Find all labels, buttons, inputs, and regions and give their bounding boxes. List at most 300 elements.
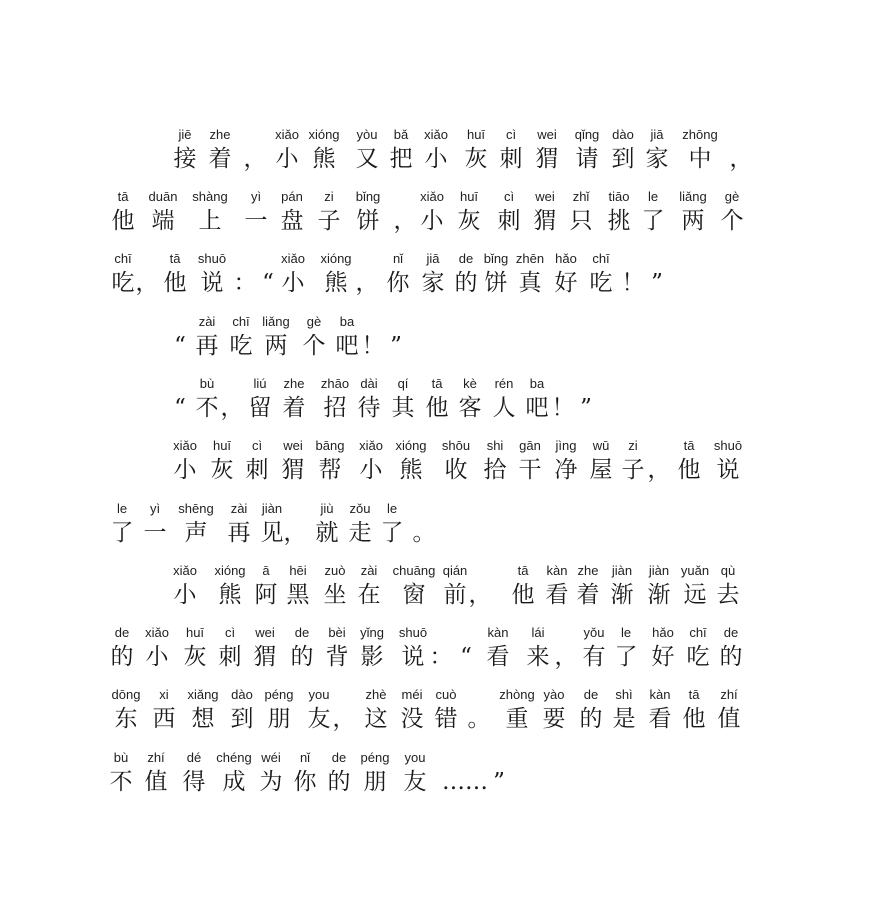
pinyin: chī — [689, 625, 707, 640]
hanzi: 没 — [400, 706, 424, 732]
hanzi: 错 — [434, 706, 458, 732]
pinyin: de — [583, 687, 599, 702]
hanzi: 帮 — [318, 457, 342, 483]
pinyin: xióng — [395, 438, 427, 453]
hanzi: 他 — [511, 582, 535, 608]
hanzi: 在 — [357, 582, 381, 608]
hanzi: 刺 — [218, 644, 242, 670]
text-line — [0, 625, 895, 685]
pinyin: gān — [519, 438, 541, 453]
pinyin: qí — [397, 376, 409, 391]
pinyin: liú — [253, 376, 267, 391]
hanzi: 有 — [582, 644, 606, 670]
pinyin: bǐng — [483, 251, 509, 266]
hanzi: 他 — [111, 208, 135, 234]
hanzi: 着 — [208, 146, 232, 172]
hanzi: 又 — [355, 146, 379, 172]
pinyin: xiǎo — [424, 127, 448, 142]
hanzi: 人 — [492, 395, 516, 421]
pinyin: hēi — [289, 563, 307, 578]
punctuation: “ — [262, 270, 274, 296]
hanzi: 不 — [109, 769, 133, 795]
punctuation: ， — [554, 644, 578, 670]
hanzi: 小 — [275, 146, 299, 172]
pinyin: jiàn — [648, 563, 670, 578]
pinyin: zhe — [209, 127, 231, 142]
punctuation: ！ — [621, 270, 645, 296]
pinyin: kè — [463, 376, 477, 391]
pinyin: dōng — [111, 687, 141, 702]
pinyin: chéng — [216, 750, 252, 765]
punctuation: ” — [580, 395, 592, 421]
hanzi: 干 — [518, 457, 542, 483]
pinyin: qián — [442, 563, 468, 578]
hanzi: 好 — [651, 644, 675, 670]
pinyin: shuō — [197, 251, 227, 266]
pinyin: de — [723, 625, 739, 640]
pinyin: gè — [724, 189, 740, 204]
hanzi: 阿 — [254, 582, 278, 608]
pinyin: péng — [360, 750, 390, 765]
hanzi: 一 — [143, 520, 167, 546]
pinyin: wei — [535, 189, 555, 204]
hanzi: 成 — [222, 769, 246, 795]
hanzi: 熊 — [324, 270, 348, 296]
pinyin: zi — [628, 438, 638, 453]
hanzi: 是 — [612, 706, 636, 732]
hanzi: 刺 — [245, 457, 269, 483]
pinyin: wei — [537, 127, 557, 142]
hanzi: 挑 — [607, 208, 631, 234]
hanzi: 小 — [359, 457, 383, 483]
hanzi: 的 — [110, 644, 134, 670]
hanzi: 吃 — [111, 270, 135, 296]
text-line — [0, 127, 895, 187]
hanzi: 拾 — [483, 457, 507, 483]
hanzi: 子 — [317, 208, 341, 234]
hanzi: 的 — [579, 706, 603, 732]
pinyin: zhǐ — [572, 189, 590, 204]
pinyin: dào — [231, 687, 253, 702]
pinyin: le — [620, 625, 632, 640]
hanzi: 影 — [360, 644, 384, 670]
pinyin: dài — [360, 376, 378, 391]
hanzi: 再 — [195, 333, 219, 359]
pinyin: nǐ — [392, 251, 404, 266]
hanzi: 值 — [144, 769, 168, 795]
hanzi: 坐 — [323, 582, 347, 608]
hanzi: 一 — [244, 208, 268, 234]
pinyin: chuāng — [392, 563, 436, 578]
pinyin: cì — [505, 127, 517, 142]
pinyin: zǒu — [349, 501, 371, 516]
pinyin: zhe — [577, 563, 599, 578]
hanzi: 子 — [621, 457, 645, 483]
punctuation: 。 — [467, 706, 491, 732]
hanzi: 的 — [290, 644, 314, 670]
pinyin: lái — [531, 625, 545, 640]
pinyin: xiǎng — [187, 687, 219, 702]
hanzi: 刺 — [497, 208, 521, 234]
pinyin: cì — [224, 625, 236, 640]
hanzi: 小 — [145, 644, 169, 670]
pinyin: xiǎo — [281, 251, 305, 266]
hanzi: 他 — [682, 706, 706, 732]
pinyin: zhí — [147, 750, 165, 765]
pinyin: kàn — [487, 625, 509, 640]
hanzi: 刺 — [499, 146, 523, 172]
hanzi: 留 — [248, 395, 272, 421]
pinyin: kàn — [649, 687, 671, 702]
hanzi: 把 — [389, 146, 413, 172]
pinyin: wū — [592, 438, 610, 453]
hanzi: 为 — [259, 769, 283, 795]
hanzi: 熊 — [312, 146, 336, 172]
text-line — [0, 438, 895, 498]
hanzi: 说 — [716, 457, 740, 483]
hanzi: 吃 — [686, 644, 710, 670]
hanzi: 个 — [720, 208, 744, 234]
pinyin: yào — [543, 687, 565, 702]
hanzi: 友 — [307, 706, 331, 732]
hanzi: 客 — [458, 395, 482, 421]
pinyin: tā — [117, 189, 129, 204]
pinyin: hǎo — [652, 625, 674, 640]
hanzi: 窗 — [402, 582, 426, 608]
hanzi: 个 — [302, 333, 326, 359]
pinyin: huī — [466, 127, 486, 142]
pinyin: zhēn — [515, 251, 545, 266]
hanzi: 要 — [542, 706, 566, 732]
hanzi: 了 — [614, 644, 638, 670]
punctuation: ， — [332, 706, 356, 732]
text-line — [0, 376, 895, 436]
pinyin: huī — [459, 189, 479, 204]
hanzi: 值 — [717, 706, 741, 732]
pinyin: rén — [494, 376, 514, 391]
text-line — [0, 314, 895, 374]
hanzi: 家 — [421, 270, 445, 296]
hanzi: 黑 — [286, 582, 310, 608]
punctuation: ， — [468, 582, 492, 608]
punctuation: ” — [651, 270, 663, 296]
hanzi: 声 — [184, 520, 208, 546]
hanzi: 小 — [173, 582, 197, 608]
punctuation: ， — [220, 395, 244, 421]
hanzi: 西 — [152, 706, 176, 732]
hanzi: 到 — [230, 706, 254, 732]
hanzi: 你 — [293, 769, 317, 795]
pinyin: tā — [431, 376, 443, 391]
pinyin: zài — [360, 563, 378, 578]
pinyin: jiā — [426, 251, 440, 266]
pinyin: pán — [281, 189, 303, 204]
pinyin: shuō — [713, 438, 743, 453]
pinyin: xióng — [308, 127, 340, 142]
pinyin: bǎ — [393, 127, 409, 142]
pinyin: dào — [612, 127, 634, 142]
hanzi: 的 — [719, 644, 743, 670]
punctuation: ， — [729, 146, 753, 172]
pinyin: péng — [264, 687, 294, 702]
text-line — [0, 563, 895, 623]
pinyin: nǐ — [299, 750, 311, 765]
hanzi: 收 — [444, 457, 468, 483]
hanzi: 说 — [200, 270, 224, 296]
hanzi: 灰 — [457, 208, 481, 234]
pinyin: shēng — [178, 501, 214, 516]
hanzi: 接 — [173, 146, 197, 172]
pinyin: duān — [148, 189, 178, 204]
pinyin: xiǎo — [420, 189, 444, 204]
pinyin: shi — [486, 438, 504, 453]
hanzi: 小 — [173, 457, 197, 483]
punctuation: ： — [233, 270, 257, 296]
punctuation: ！ — [361, 333, 385, 359]
hanzi: 到 — [611, 146, 635, 172]
pinyin: jiē — [178, 127, 192, 142]
pinyin: le — [116, 501, 128, 516]
punctuation: …… — [442, 769, 488, 795]
hanzi: 待 — [357, 395, 381, 421]
hanzi: 渐 — [610, 582, 634, 608]
pinyin: xiǎo — [173, 438, 197, 453]
pinyin: ba — [529, 376, 545, 391]
hanzi: 净 — [554, 457, 578, 483]
hanzi: 上 — [198, 208, 222, 234]
hanzi: 渐 — [647, 582, 671, 608]
pinyin: de — [114, 625, 130, 640]
hanzi: 两 — [681, 208, 705, 234]
hanzi: 小 — [424, 146, 448, 172]
pinyin: xióng — [320, 251, 352, 266]
pinyin: zài — [230, 501, 248, 516]
pinyin: cì — [503, 189, 515, 204]
punctuation: ” — [493, 769, 505, 795]
pinyin: ba — [339, 314, 355, 329]
pinyin: wéi — [261, 750, 281, 765]
pinyin: zhòng — [499, 687, 535, 702]
punctuation: ， — [393, 208, 417, 234]
hanzi: 猬 — [281, 457, 305, 483]
hanzi: 只 — [569, 208, 593, 234]
pinyin: cì — [251, 438, 263, 453]
hanzi: 吃 — [229, 333, 253, 359]
pinyin: zhe — [283, 376, 305, 391]
hanzi: 吧 — [525, 395, 549, 421]
hanzi: 灰 — [183, 644, 207, 670]
hanzi: 其 — [391, 395, 415, 421]
pinyin: jìng — [555, 438, 577, 453]
pinyin: tiāo — [608, 189, 630, 204]
punctuation: ” — [390, 333, 402, 359]
pinyin: liǎng — [679, 189, 707, 204]
pinyin: xiǎo — [359, 438, 383, 453]
hanzi: 招 — [323, 395, 347, 421]
punctuation: ！ — [551, 395, 575, 421]
text-line — [0, 251, 895, 311]
hanzi: 东 — [114, 706, 138, 732]
hanzi: 看 — [486, 644, 510, 670]
text-line — [0, 501, 895, 561]
punctuation: ， — [243, 146, 267, 172]
pinyin: jiàn — [261, 501, 283, 516]
hanzi: 去 — [716, 582, 740, 608]
pinyin: bǐng — [355, 189, 381, 204]
pinyin: bù — [113, 750, 129, 765]
pinyin: tā — [688, 687, 700, 702]
pinyin: shuō — [398, 625, 428, 640]
pinyin: zhōng — [682, 127, 718, 142]
hanzi: 猬 — [533, 208, 557, 234]
text-line — [0, 189, 895, 249]
hanzi: 两 — [264, 333, 288, 359]
pinyin: tā — [683, 438, 695, 453]
punctuation: ， — [135, 270, 159, 296]
text-line — [0, 750, 895, 810]
hanzi: 他 — [677, 457, 701, 483]
hanzi: 端 — [151, 208, 175, 234]
hanzi: 了 — [641, 208, 665, 234]
hanzi: 朋 — [267, 706, 291, 732]
pinyin: zhāo — [320, 376, 350, 391]
pinyin: xiǎo — [275, 127, 299, 142]
pinyin: you — [404, 750, 426, 765]
pinyin: yì — [250, 189, 262, 204]
hanzi: 你 — [386, 270, 410, 296]
pinyin: yuǎn — [680, 563, 710, 578]
text-line — [0, 687, 895, 747]
hanzi: 吧 — [335, 333, 359, 359]
pinyin: xióng — [214, 563, 246, 578]
hanzi: 他 — [163, 270, 187, 296]
hanzi: 着 — [282, 395, 306, 421]
pinyin: de — [294, 625, 310, 640]
hanzi: 不 — [195, 395, 219, 421]
pinyin: hǎo — [555, 251, 577, 266]
hanzi: 小 — [420, 208, 444, 234]
pinyin: yǒu — [583, 625, 605, 640]
hanzi: 吃 — [589, 270, 613, 296]
punctuation: ， — [647, 457, 671, 483]
pinyin: shàng — [192, 189, 228, 204]
hanzi: 家 — [645, 146, 669, 172]
hanzi: 好 — [554, 270, 578, 296]
pinyin: gè — [306, 314, 322, 329]
pinyin: kàn — [546, 563, 568, 578]
punctuation: “ — [460, 644, 472, 670]
hanzi: 中 — [688, 146, 712, 172]
punctuation: ： — [429, 644, 453, 670]
pinyin: chī — [232, 314, 250, 329]
hanzi: 说 — [401, 644, 425, 670]
hanzi: 友 — [403, 769, 427, 795]
pinyin: you — [308, 687, 330, 702]
pinyin: zi — [324, 189, 334, 204]
punctuation: ， — [283, 520, 307, 546]
punctuation: “ — [174, 395, 186, 421]
hanzi: 这 — [364, 706, 388, 732]
hanzi: 看 — [545, 582, 569, 608]
pinyin: qǐng — [574, 127, 600, 142]
hanzi: 灰 — [210, 457, 234, 483]
pinyin: zhè — [365, 687, 387, 702]
hanzi: 真 — [518, 270, 542, 296]
pinyin: ā — [262, 563, 270, 578]
punctuation: ， — [355, 270, 379, 296]
hanzi: 再 — [227, 520, 251, 546]
pinyin: shōu — [441, 438, 471, 453]
hanzi: 前 — [443, 582, 467, 608]
hanzi: 灰 — [464, 146, 488, 172]
hanzi: 了 — [110, 520, 134, 546]
hanzi: 饼 — [484, 270, 508, 296]
pinyin: chī — [592, 251, 610, 266]
hanzi: 小 — [281, 270, 305, 296]
pinyin: yǐng — [360, 625, 384, 640]
hanzi: 熊 — [399, 457, 423, 483]
hanzi: 远 — [683, 582, 707, 608]
pinyin: jiù — [320, 501, 334, 516]
pinyin: wei — [255, 625, 275, 640]
hanzi: 见 — [260, 520, 284, 546]
pinyin: yì — [149, 501, 161, 516]
hanzi: 着 — [576, 582, 600, 608]
pinyin: xiǎo — [173, 563, 197, 578]
hanzi: 猬 — [253, 644, 277, 670]
pinyin: xiǎo — [145, 625, 169, 640]
pinyin: yòu — [356, 127, 378, 142]
pinyin: le — [386, 501, 398, 516]
pinyin: bèi — [328, 625, 346, 640]
pinyin: jiàn — [611, 563, 633, 578]
hanzi: 得 — [182, 769, 206, 795]
hanzi: 看 — [648, 706, 672, 732]
pinyin: huī — [212, 438, 232, 453]
pinyin: huī — [185, 625, 205, 640]
pinyin: zhí — [720, 687, 738, 702]
hanzi: 了 — [380, 520, 404, 546]
pinyin: chī — [114, 251, 132, 266]
pinyin: zuò — [324, 563, 346, 578]
pinyin: dé — [186, 750, 202, 765]
pinyin: shì — [615, 687, 633, 702]
hanzi: 他 — [425, 395, 449, 421]
punctuation: 。 — [412, 520, 436, 546]
hanzi: 想 — [191, 706, 215, 732]
pinyin: bù — [199, 376, 215, 391]
hanzi: 朋 — [363, 769, 387, 795]
pinyin: liǎng — [262, 314, 290, 329]
pinyin: zài — [198, 314, 216, 329]
hanzi: 就 — [315, 520, 339, 546]
pinyin: de — [458, 251, 474, 266]
hanzi: 屋 — [589, 457, 613, 483]
hanzi: 走 — [348, 520, 372, 546]
pinyin: jiā — [650, 127, 664, 142]
hanzi: 的 — [454, 270, 478, 296]
hanzi: 饼 — [356, 208, 380, 234]
hanzi: 盘 — [280, 208, 304, 234]
pinyin: bāng — [315, 438, 345, 453]
hanzi: 背 — [325, 644, 349, 670]
pinyin: méi — [401, 687, 423, 702]
hanzi: 的 — [327, 769, 351, 795]
pinyin: tā — [169, 251, 181, 266]
pinyin: wei — [283, 438, 303, 453]
hanzi: 来 — [526, 644, 550, 670]
hanzi: 请 — [575, 146, 599, 172]
